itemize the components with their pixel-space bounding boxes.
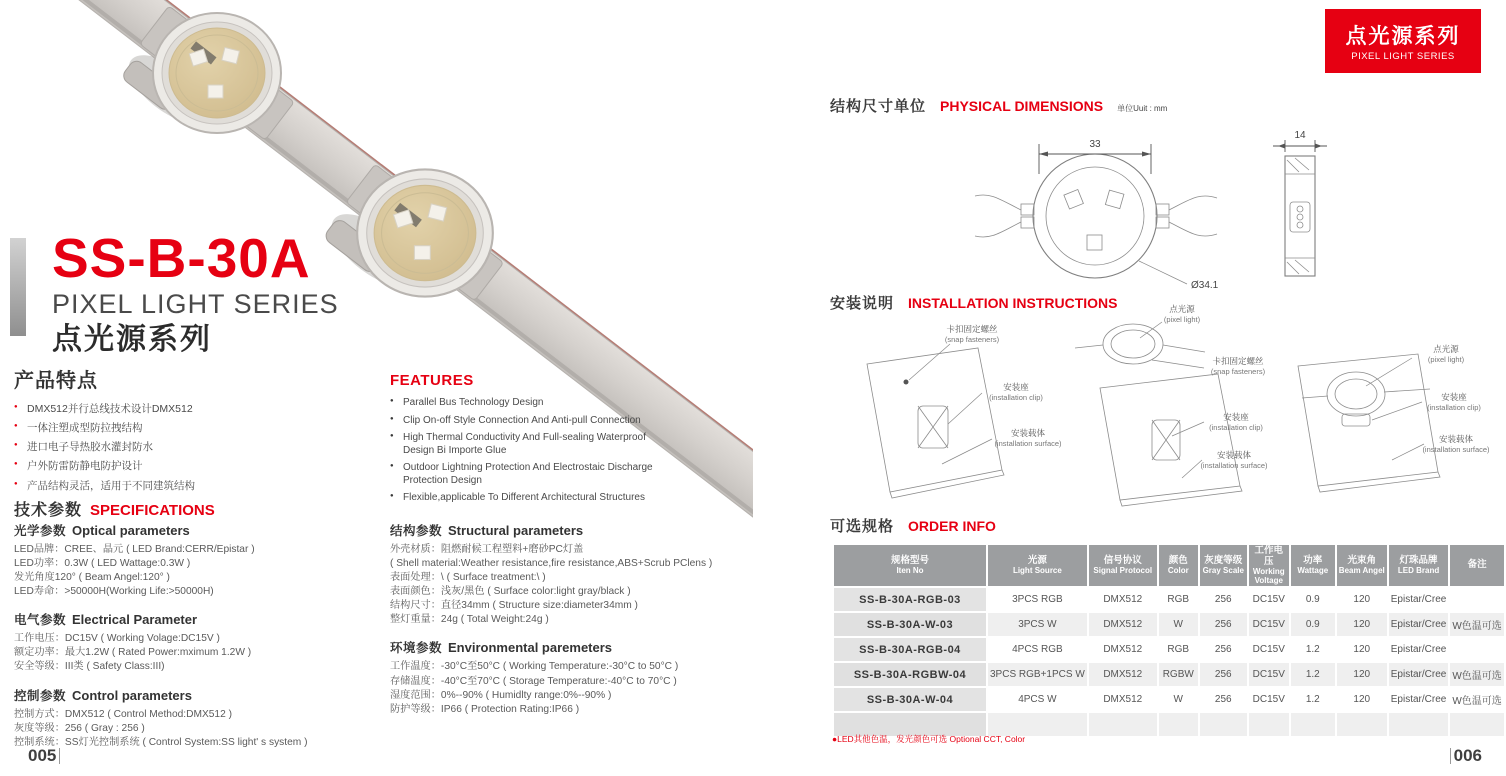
order-table-cell: W [1159, 688, 1198, 711]
order-table-cell: DMX512 [1089, 588, 1157, 611]
spec-column-right [390, 521, 720, 728]
feature-item: ● 进口电子导热胶水灌封防水 [14, 441, 374, 454]
install-label-light-en: (pixel light) [1427, 355, 1465, 364]
feature-item: ● Clip On-off Style Connection And Anti-pull Connection [390, 415, 670, 428]
order-table-cell: 0.9 [1291, 588, 1335, 611]
install-label-clip-cn: 安装座 [1441, 392, 1467, 402]
install-label-clip-cn: 安装座 [1003, 382, 1029, 392]
order-table-header-cell: 规格型号 Iten No [834, 545, 986, 586]
install-label-surface-en: (installation surface) [994, 439, 1062, 448]
spec-group [14, 521, 384, 599]
order-table-cell [1159, 713, 1198, 736]
footer-divider [59, 748, 60, 764]
dim-side-width: 14 [1294, 130, 1306, 141]
order-table-cell: DC15V [1249, 688, 1289, 711]
dim-front-diameter: Ø34.1 [1191, 280, 1219, 291]
order-table-cell: RGBW [1159, 663, 1198, 686]
install-label-snap-cn: 卡扣固定螺丝 [946, 324, 998, 334]
order-table-row [834, 663, 1504, 686]
order-table-cell [1249, 713, 1289, 736]
spec-line: 工作电压：DC15V ( Working Volage:DC15V ) [14, 633, 220, 645]
order-info-note: ●LED其他色温，发光颜色可选 Optional CCT, Color [832, 734, 1026, 744]
order-table-cell [1200, 713, 1247, 736]
order-table-cell: 256 [1200, 663, 1247, 686]
spec-line: LED寿命：>50000H(Working Life:>50000H) [14, 586, 214, 598]
order-table-body [834, 588, 1504, 736]
spec-line: LED品牌：CREE、晶元 ( LED Brand:CERR/Epistar ) [14, 544, 255, 555]
spec-line: 表面处理：\ ( Surface treatment:\ ) [390, 572, 546, 584]
order-table-cell: DC15V [1249, 638, 1289, 661]
features-cn-title: 产品特点 [14, 370, 98, 392]
spec-line: 防护等级：IP66 ( Protection Rating:IP66 ) [390, 703, 580, 715]
installation-heading-en: INSTALLATION INSTRUCTIONS [908, 295, 1118, 311]
spec-group-title: 电气参数 Electrical Parameter [14, 612, 198, 628]
order-info-heading-cn: 可选规格 [830, 518, 895, 535]
install-label-light-en: (pixel light) [1163, 315, 1201, 324]
spec-group-title: 控制参数 Control parameters [14, 687, 192, 703]
order-table-cell: SS-B-30A-RGB-03 [834, 588, 986, 611]
spec-line: 发光角度120° ( Beam Angel:120° ) [14, 572, 170, 584]
spec-line: 存储温度：-40°C至70°C ( Storage Temperature:-40°C to 70°C ) [390, 675, 677, 687]
spec-line: 安全等级：III类 ( Safety Class:III) [14, 661, 165, 673]
order-info-heading [830, 515, 996, 536]
features-en-list [390, 397, 670, 505]
spec-group [14, 610, 384, 674]
install-label-snap-en: (snap fasteners) [944, 335, 1000, 344]
order-table-head-row [834, 545, 1504, 586]
order-table-row [834, 638, 1504, 661]
order-table-cell: W色温可选 [1450, 613, 1503, 636]
order-table-cell: W色温可选 [1450, 688, 1503, 711]
order-info-table [832, 543, 1506, 738]
order-table-cell: Epistar/Cree [1389, 638, 1449, 661]
order-table-cell: SS-B-30A-W-03 [834, 613, 986, 636]
order-table-row [834, 588, 1504, 611]
order-table-cell: 1.2 [1291, 638, 1335, 661]
product-series-cn: 点光源系列 [52, 323, 212, 356]
spec-group [14, 686, 384, 750]
installation-diagrams [830, 302, 1506, 515]
order-table-cell: 0.9 [1291, 613, 1335, 636]
specifications-heading [14, 497, 215, 520]
specifications-heading-en: SPECIFICATIONS [90, 502, 215, 519]
installation-step-1 [867, 324, 1062, 498]
order-table-cell: DMX512 [1089, 613, 1157, 636]
order-table-cell: DC15V [1249, 613, 1289, 636]
order-table-cell: 256 [1200, 588, 1247, 611]
order-table-cell: DC15V [1249, 663, 1289, 686]
order-table-row [834, 613, 1504, 636]
order-table-cell: 120 [1337, 663, 1387, 686]
spec-line: ( Shell material:Weather resistance,fire resistance,ABS+Scrub PClens ) [390, 558, 713, 570]
order-table-row [834, 688, 1504, 711]
order-table-header-cell: 工作电压 Working Voltage [1249, 545, 1289, 586]
order-table-header-cell: 信号协议 Signal Protocol [1089, 545, 1157, 586]
spec-line: 湿度范围：0%--90% ( Humidlty range:0%--90% ) [390, 689, 612, 701]
features-en-title: FEATURES [390, 372, 474, 389]
spec-line: 灰度等级：256 ( Gray : 256 ) [14, 722, 145, 734]
spec-line: 额定功率：最大1.2W ( Rated Power:mximum 1.2W ) [14, 647, 252, 659]
order-table-cell: Epistar/Cree [1389, 688, 1449, 711]
dimensions-heading-cn: 结构尺寸单位 [830, 98, 927, 115]
install-label-surface-cn: 安装载体 [1216, 450, 1252, 460]
order-table-cell [1291, 713, 1335, 736]
order-table-cell: W色温可选 [1450, 663, 1503, 686]
order-table-cell [1089, 713, 1157, 736]
spec-line: 整灯重量：24g ( Total Weight:24g ) [390, 614, 549, 626]
order-table-cell: 256 [1200, 613, 1247, 636]
order-table-cell: 1.2 [1291, 688, 1335, 711]
installation-heading [830, 292, 1117, 313]
banner-title-cn: 点光源系列 [1345, 25, 1461, 48]
order-table-cell: 4PCS W [988, 688, 1087, 711]
feature-item: ● Parallel Bus Technology Design [390, 397, 670, 410]
install-label-surface-en: (installation surface) [1200, 461, 1268, 470]
dimensions-heading [830, 95, 1167, 116]
order-table-header-cell: 功率 Wattage [1291, 545, 1335, 586]
order-table-cell [1389, 713, 1449, 736]
banner-title-en: PIXEL LIGHT SERIES [1351, 51, 1455, 62]
order-table-cell: 4PCS RGB [988, 638, 1087, 661]
installation-heading-cn: 安装说明 [830, 295, 895, 312]
order-table-cell: 3PCS RGB+1PCS W [988, 663, 1087, 686]
dim-front-width: 33 [1089, 139, 1101, 150]
install-label-light-cn: 点光源 [1169, 304, 1195, 314]
order-table-cell: DMX512 [1089, 638, 1157, 661]
specifications-heading-cn: 技术参数 [14, 502, 83, 519]
page-number-right-text: 006 [1453, 746, 1482, 765]
order-table-cell [1450, 638, 1503, 661]
install-label-snap-en: (snap fasteners) [1210, 367, 1266, 376]
order-table-cell: RGB [1159, 588, 1198, 611]
order-table-cell: 3PCS RGB [988, 588, 1087, 611]
page-number-left [28, 746, 60, 766]
product-features-cn [14, 364, 374, 499]
order-table-cell: SS-B-30A-RGBW-04 [834, 663, 986, 686]
feature-item: ● 一体注塑成型防拉拽结构 [14, 422, 374, 435]
title-accent-bar [10, 238, 26, 336]
order-table-cell: SS-B-30A-RGB-04 [834, 638, 986, 661]
order-table-cell [1450, 588, 1503, 611]
dimensions-heading-en: PHYSICAL DIMENSIONS [940, 98, 1104, 114]
features-cn-list [14, 403, 374, 493]
page-number-right [1450, 746, 1482, 766]
spec-line: 控制方式：DMX512 ( Control Method:DMX512 ) [14, 708, 232, 720]
order-table-cell: 120 [1337, 613, 1387, 636]
installation-step-2 [1075, 304, 1268, 506]
install-label-snap-cn: 卡扣固定螺丝 [1212, 356, 1264, 366]
spec-line: 控制系统：SS灯光控制系统 ( Control System:SS light' s system ) [14, 736, 308, 748]
order-table-header-cell: 灯珠品牌 LED Brand [1389, 545, 1449, 586]
spec-line: 外壳材质：阻燃耐候工程塑料+磨砂PC灯盖 [390, 544, 584, 555]
order-table-cell: DMX512 [1089, 663, 1157, 686]
order-table-cell: Epistar/Cree [1389, 613, 1449, 636]
spec-group-title: 环境参数 Environmental paremeters [390, 640, 613, 656]
feature-item: ● DMX512并行总线技术设计DMX512 [14, 403, 374, 416]
order-table-cell: 1.2 [1291, 663, 1335, 686]
order-table-cell: DC15V [1249, 588, 1289, 611]
feature-item: ● High Thermal Conductivity And Full-sealing Waterproof Design Bi Importe Glue [390, 432, 670, 457]
product-series-en: PIXEL LIGHT SERIES [52, 289, 339, 319]
dimension-drawing [955, 116, 1385, 291]
feature-item: ● Outdoor Lightning Protection And Electrostaic Discharge Protection Design [390, 462, 670, 487]
order-table-header-cell: 光源 Light Source [988, 545, 1087, 586]
title-block [52, 228, 339, 359]
series-banner [1325, 9, 1481, 73]
page-number-left-text: 005 [28, 746, 57, 765]
install-label-clip-en: (installation clip) [1209, 423, 1263, 432]
order-table-cell: 256 [1200, 638, 1247, 661]
order-table-cell: Epistar/Cree [1389, 663, 1449, 686]
spec-group [390, 638, 720, 716]
install-label-surface-en: (installation surface) [1422, 445, 1490, 454]
spec-group-title: 光学参数 Optical parameters [14, 523, 190, 538]
order-table-header-cell: 光束角 Beam Angel [1337, 545, 1387, 586]
order-table-cell: 256 [1200, 688, 1247, 711]
installation-step-3 [1298, 344, 1490, 492]
install-label-clip-cn: 安装座 [1223, 412, 1249, 422]
product-features-en [390, 372, 670, 510]
feature-item: ● 产品结构灵活，适用于不同建筑结构 [14, 480, 374, 493]
order-table-cell: DMX512 [1089, 688, 1157, 711]
install-label-clip-en: (installation clip) [1427, 403, 1481, 412]
order-table-header-cell: 备注 [1450, 545, 1503, 586]
order-table-cell [1337, 713, 1387, 736]
order-table-cell [1450, 713, 1503, 736]
order-table-cell: 120 [1337, 588, 1387, 611]
footer-divider [1450, 748, 1451, 764]
spec-group-title: 结构参数 Structural parameters [390, 523, 584, 538]
spec-group [390, 521, 720, 627]
spec-line: LED功率：0.3W ( LED Wattage:0.3W ) [14, 558, 191, 570]
order-table-cell: SS-B-30A-W-04 [834, 688, 986, 711]
order-table-cell: 120 [1337, 638, 1387, 661]
order-table-cell: Epistar/Cree [1389, 588, 1449, 611]
product-model-title: SS-B-30A [52, 227, 311, 289]
install-label-surface-cn: 安装载体 [1438, 434, 1474, 444]
spec-line: 工作温度：-30°C至50°C ( Working Temperature:-30°C to 50°C ) [390, 661, 679, 673]
install-label-surface-cn: 安装载体 [1010, 428, 1046, 438]
install-label-light-cn: 点光源 [1433, 344, 1459, 354]
feature-item: ● 户外防雷防静电防护设计 [14, 460, 374, 473]
spec-line: 表面颜色：浅灰/黑色 ( Surface color:light gray/black ) [390, 586, 631, 598]
order-table-cell: 3PCS W [988, 613, 1087, 636]
order-table-cell: 120 [1337, 688, 1387, 711]
spec-line: 结构尺寸：直径34mm ( Structure size:diameter34mm ) [390, 600, 638, 612]
order-table-header-cell: 颜色 Color [1159, 545, 1198, 586]
order-table-cell: RGB [1159, 638, 1198, 661]
dimensions-unit-note: 单位Uuit : mm [1117, 104, 1168, 113]
order-table-cell: W [1159, 613, 1198, 636]
install-label-clip-en: (installation clip) [989, 393, 1043, 402]
order-info-heading-en: ORDER INFO [908, 518, 996, 534]
order-table-header-cell: 灰度等级 Gray Scale [1200, 545, 1247, 586]
feature-item: ● Flexible,applicable To Different Architectural Structures [390, 492, 670, 505]
spec-column-left [14, 521, 384, 761]
